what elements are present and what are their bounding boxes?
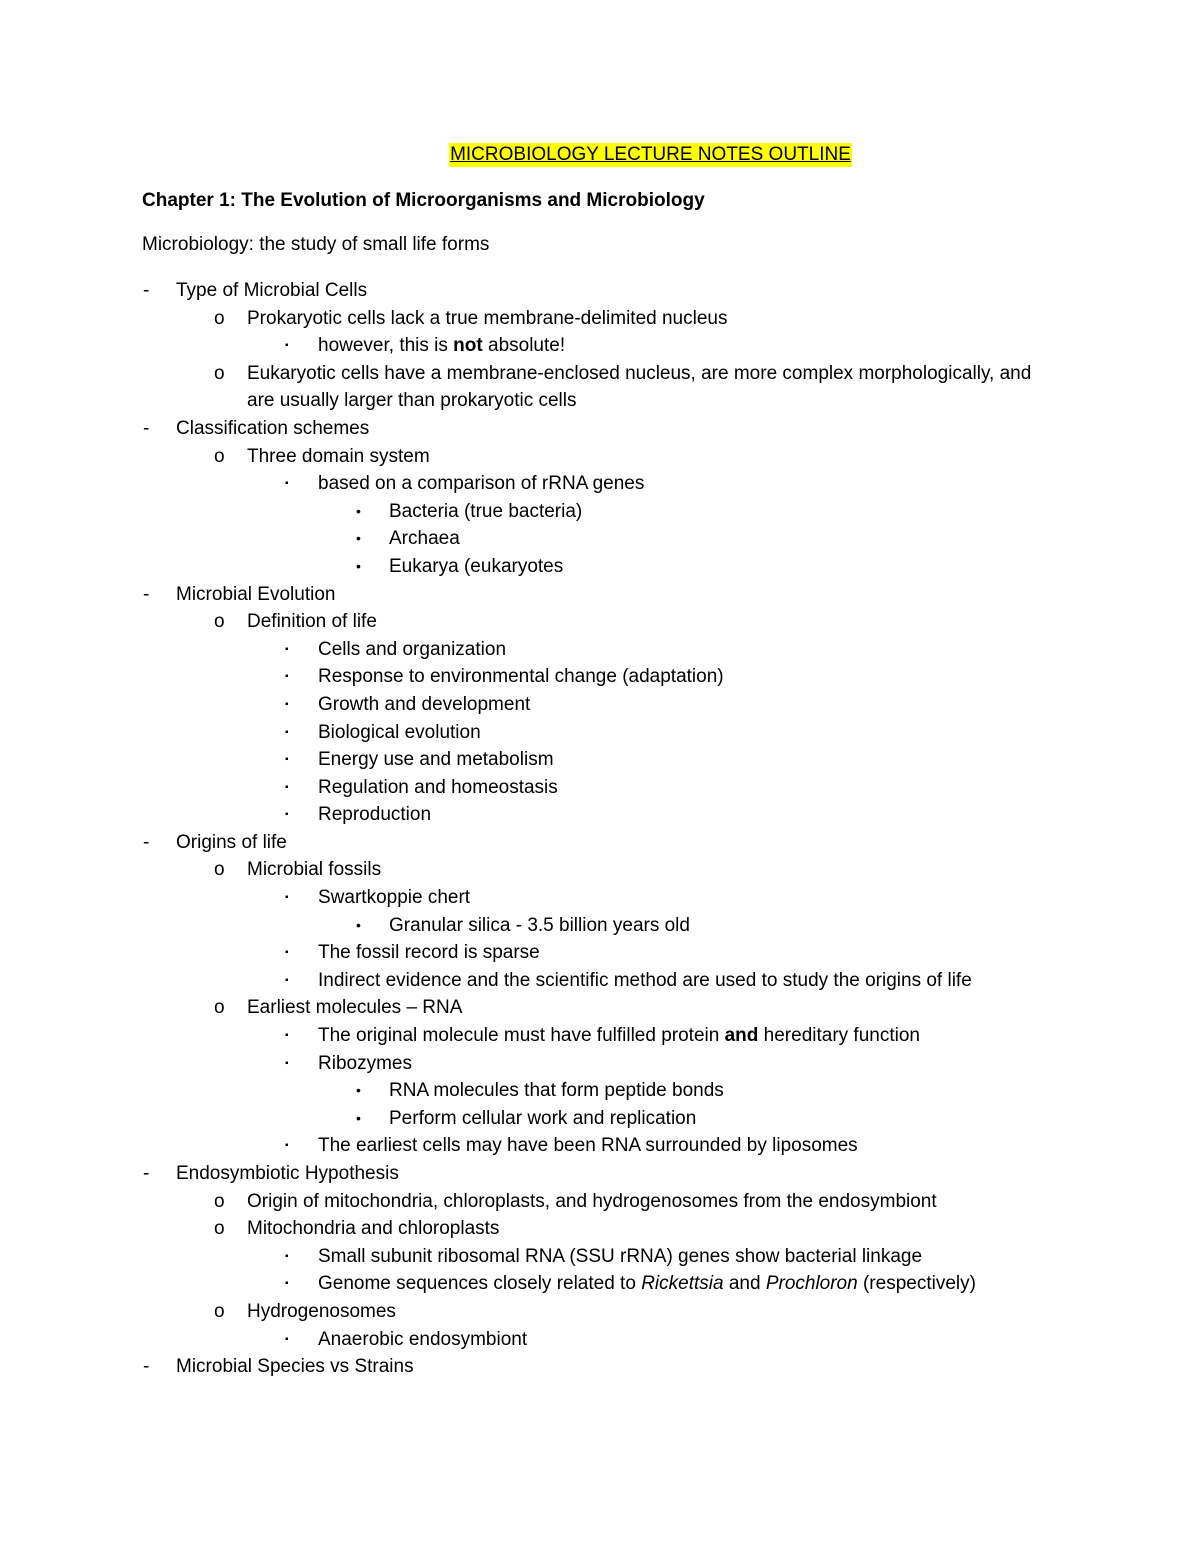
outline-item bbox=[142, 277, 1100, 305]
outline-item bbox=[142, 360, 1100, 415]
outline-item-text: Indirect evidence and the scientific method are used to study the origins of life bbox=[318, 969, 972, 991]
outline-item bbox=[142, 1270, 1100, 1298]
outline-item bbox=[142, 1132, 1100, 1160]
square-bullet-icon: ▪ bbox=[285, 1278, 289, 1290]
outline-item-text: Cells and organization bbox=[318, 638, 507, 660]
outline-item bbox=[142, 1022, 1100, 1050]
outline-item bbox=[142, 1160, 1100, 1188]
square-bullet-icon: ▪ bbox=[285, 754, 289, 766]
square-bullet-icon: ▪ bbox=[285, 1140, 289, 1152]
outline-item-text: Prokaryotic cells lack a true membrane-delimited nucleus bbox=[247, 307, 728, 329]
outline-item-italic: Rickettsia bbox=[641, 1273, 724, 1295]
outline-item-text: Anaerobic endosymbiont bbox=[318, 1328, 528, 1350]
outline-item bbox=[142, 1050, 1100, 1078]
outline-item-text: however, this is bbox=[318, 335, 454, 357]
round-bullet-icon: • bbox=[356, 1082, 361, 1099]
outline-item-text: Growth and development bbox=[318, 693, 531, 715]
outline-item-text: Swartkoppie chert bbox=[318, 887, 471, 909]
outline-item-emphasis: and bbox=[724, 1025, 759, 1047]
square-bullet-icon: ▪ bbox=[285, 947, 289, 959]
square-bullet-icon: ▪ bbox=[285, 478, 289, 490]
square-bullet-icon: ▪ bbox=[285, 1057, 289, 1069]
outline-item-text: Mitochondria and chloroplasts bbox=[247, 1218, 500, 1240]
outline-item-text: Definition of life bbox=[247, 611, 377, 633]
dash-marker: - bbox=[143, 280, 150, 301]
outline-item bbox=[142, 1077, 1100, 1105]
square-bullet-icon: ▪ bbox=[285, 726, 289, 738]
outline-item-text: Biological evolution bbox=[318, 721, 481, 743]
dash-marker: - bbox=[143, 1356, 150, 1378]
outline-item-emphasis: not bbox=[453, 335, 483, 357]
outline-item-text: Bacteria (true bacteria) bbox=[389, 500, 583, 522]
outline-item bbox=[142, 553, 1100, 581]
outline-item-text: Type of Microbial Cells bbox=[176, 280, 368, 301]
outline-item bbox=[142, 939, 1100, 967]
outline-item-text: The fossil record is sparse bbox=[318, 942, 540, 964]
outline-item-text: Origins of life bbox=[176, 831, 287, 853]
outline-item bbox=[142, 608, 1100, 636]
round-bullet-icon: • bbox=[356, 530, 361, 547]
outline-item bbox=[142, 691, 1100, 719]
outline-item bbox=[142, 1243, 1100, 1271]
outline-item-text: Microbial fossils bbox=[247, 859, 382, 881]
circle-bullet-icon: o bbox=[214, 445, 225, 467]
outline-item-text: Endosymbiotic Hypothesis bbox=[176, 1163, 399, 1184]
outline-item bbox=[142, 1215, 1100, 1243]
round-bullet-icon: • bbox=[356, 557, 361, 574]
outline-item bbox=[142, 856, 1100, 884]
square-bullet-icon: ▪ bbox=[285, 1250, 289, 1262]
document-title: MICROBIOLOGY LECTURE NOTES OUTLINE bbox=[450, 144, 851, 165]
circle-bullet-icon: o bbox=[214, 362, 225, 384]
dash-marker: - bbox=[143, 1163, 150, 1184]
outline-item-text: based on a comparison of rRNA genes bbox=[318, 473, 645, 495]
outline-item bbox=[142, 719, 1100, 747]
outline-item-text: Three domain system bbox=[247, 445, 430, 467]
outline-item bbox=[142, 581, 1100, 609]
outline-item-text: Perform cellular work and replication bbox=[389, 1107, 697, 1129]
outline-item bbox=[142, 332, 1100, 360]
outline-item bbox=[142, 912, 1100, 940]
outline-item bbox=[142, 884, 1100, 912]
outline-item-text: Origin of mitochondria, chloroplasts, and hydrogenosomes from the endosymbiont bbox=[247, 1190, 937, 1212]
outline-item-text: Microbial Species vs Strains bbox=[176, 1356, 414, 1378]
circle-bullet-icon: o bbox=[214, 307, 225, 329]
outline-item-text: Regulation and homeostasis bbox=[318, 776, 558, 798]
round-bullet-icon: • bbox=[356, 916, 361, 933]
square-bullet-icon: ▪ bbox=[285, 1333, 289, 1345]
outline-item-text: The earliest cells may have been RNA surrounded by liposomes bbox=[318, 1135, 858, 1157]
circle-bullet-icon: o bbox=[214, 1300, 225, 1322]
outline-item bbox=[142, 443, 1100, 471]
outline-item bbox=[142, 305, 1100, 333]
outline-item bbox=[142, 415, 1100, 443]
circle-bullet-icon: o bbox=[214, 859, 225, 881]
round-bullet-icon: • bbox=[356, 502, 361, 519]
square-bullet-icon: ▪ bbox=[285, 781, 289, 793]
outline-item bbox=[142, 1298, 1100, 1326]
outline-item bbox=[142, 967, 1100, 995]
square-bullet-icon: ▪ bbox=[285, 974, 289, 986]
square-bullet-icon: ▪ bbox=[285, 671, 289, 683]
square-bullet-icon: ▪ bbox=[285, 340, 289, 352]
outline-item-text: absolute! bbox=[482, 335, 566, 357]
outline-item bbox=[142, 1326, 1100, 1354]
square-bullet-icon: ▪ bbox=[285, 809, 289, 821]
outline-item bbox=[142, 746, 1100, 774]
outline-item-text: (respectively) bbox=[857, 1273, 976, 1295]
outline-item bbox=[142, 1188, 1100, 1216]
outline-item bbox=[142, 636, 1100, 664]
outline-item bbox=[142, 801, 1100, 829]
outline-item bbox=[142, 829, 1100, 857]
outline-item-text: Eukarya (eukaryotes bbox=[389, 555, 564, 577]
dash-marker: - bbox=[143, 583, 150, 605]
outline-item-text: Reproduction bbox=[318, 804, 432, 826]
chapter-heading: Chapter 1: The Evolution of Microorganisms and Microbiology bbox=[142, 190, 705, 211]
dash-marker: - bbox=[143, 831, 150, 853]
outline-item-italic: Prochloron bbox=[765, 1273, 858, 1295]
outline-item bbox=[142, 1353, 1100, 1381]
outline-item bbox=[142, 774, 1100, 802]
square-bullet-icon: ▪ bbox=[285, 698, 289, 710]
outline-item-text: The original molecule must have fulfilled protein bbox=[318, 1025, 725, 1047]
outline-item-text: Archaea bbox=[389, 528, 460, 550]
outline-item-text: Ribozymes bbox=[318, 1052, 412, 1074]
circle-bullet-icon: o bbox=[214, 1190, 225, 1212]
title-container bbox=[142, 143, 1100, 169]
outline-item bbox=[142, 1105, 1100, 1133]
outline-item-text: Response to environmental change (adaptation) bbox=[318, 666, 724, 688]
outline-item-text: Microbial Evolution bbox=[176, 583, 336, 605]
circle-bullet-icon: o bbox=[214, 997, 225, 1019]
outline-item-text: Energy use and metabolism bbox=[318, 749, 554, 771]
outline-item-text: Eukaryotic cells have a membrane-enclosed nucleus, are more complex morphologically, and are usually larger than prokaryotic cells bbox=[247, 362, 1032, 412]
dash-marker: - bbox=[143, 417, 150, 439]
square-bullet-icon: ▪ bbox=[285, 643, 289, 655]
outline-item-text: Small subunit ribosomal RNA (SSU rRNA) genes show bacterial linkage bbox=[318, 1245, 923, 1267]
outline-item-text: RNA molecules that form peptide bonds bbox=[389, 1080, 724, 1102]
square-bullet-icon: ▪ bbox=[285, 1030, 289, 1042]
outline-item bbox=[142, 525, 1100, 553]
outline-item-text: Genome sequences closely related to bbox=[318, 1273, 642, 1295]
outline-item-text: hereditary function bbox=[758, 1025, 920, 1047]
outline-item bbox=[142, 994, 1100, 1022]
outline-item-text: Granular silica - 3.5 billion years old bbox=[389, 914, 690, 936]
circle-bullet-icon: o bbox=[214, 1218, 225, 1240]
circle-bullet-icon: o bbox=[214, 611, 225, 633]
outline-item bbox=[142, 498, 1100, 526]
intro-definition: Microbiology: the study of small life forms bbox=[142, 234, 490, 255]
outline-list bbox=[142, 277, 1100, 1381]
outline-item-text: Hydrogenosomes bbox=[247, 1300, 396, 1322]
outline-item bbox=[142, 663, 1100, 691]
outline-item bbox=[142, 470, 1100, 498]
square-bullet-icon: ▪ bbox=[285, 892, 289, 904]
outline-item-text: Classification schemes bbox=[176, 417, 370, 439]
round-bullet-icon: • bbox=[356, 1109, 361, 1126]
outline-item-text: and bbox=[723, 1273, 766, 1295]
outline-item-text: Earliest molecules – RNA bbox=[247, 997, 463, 1019]
